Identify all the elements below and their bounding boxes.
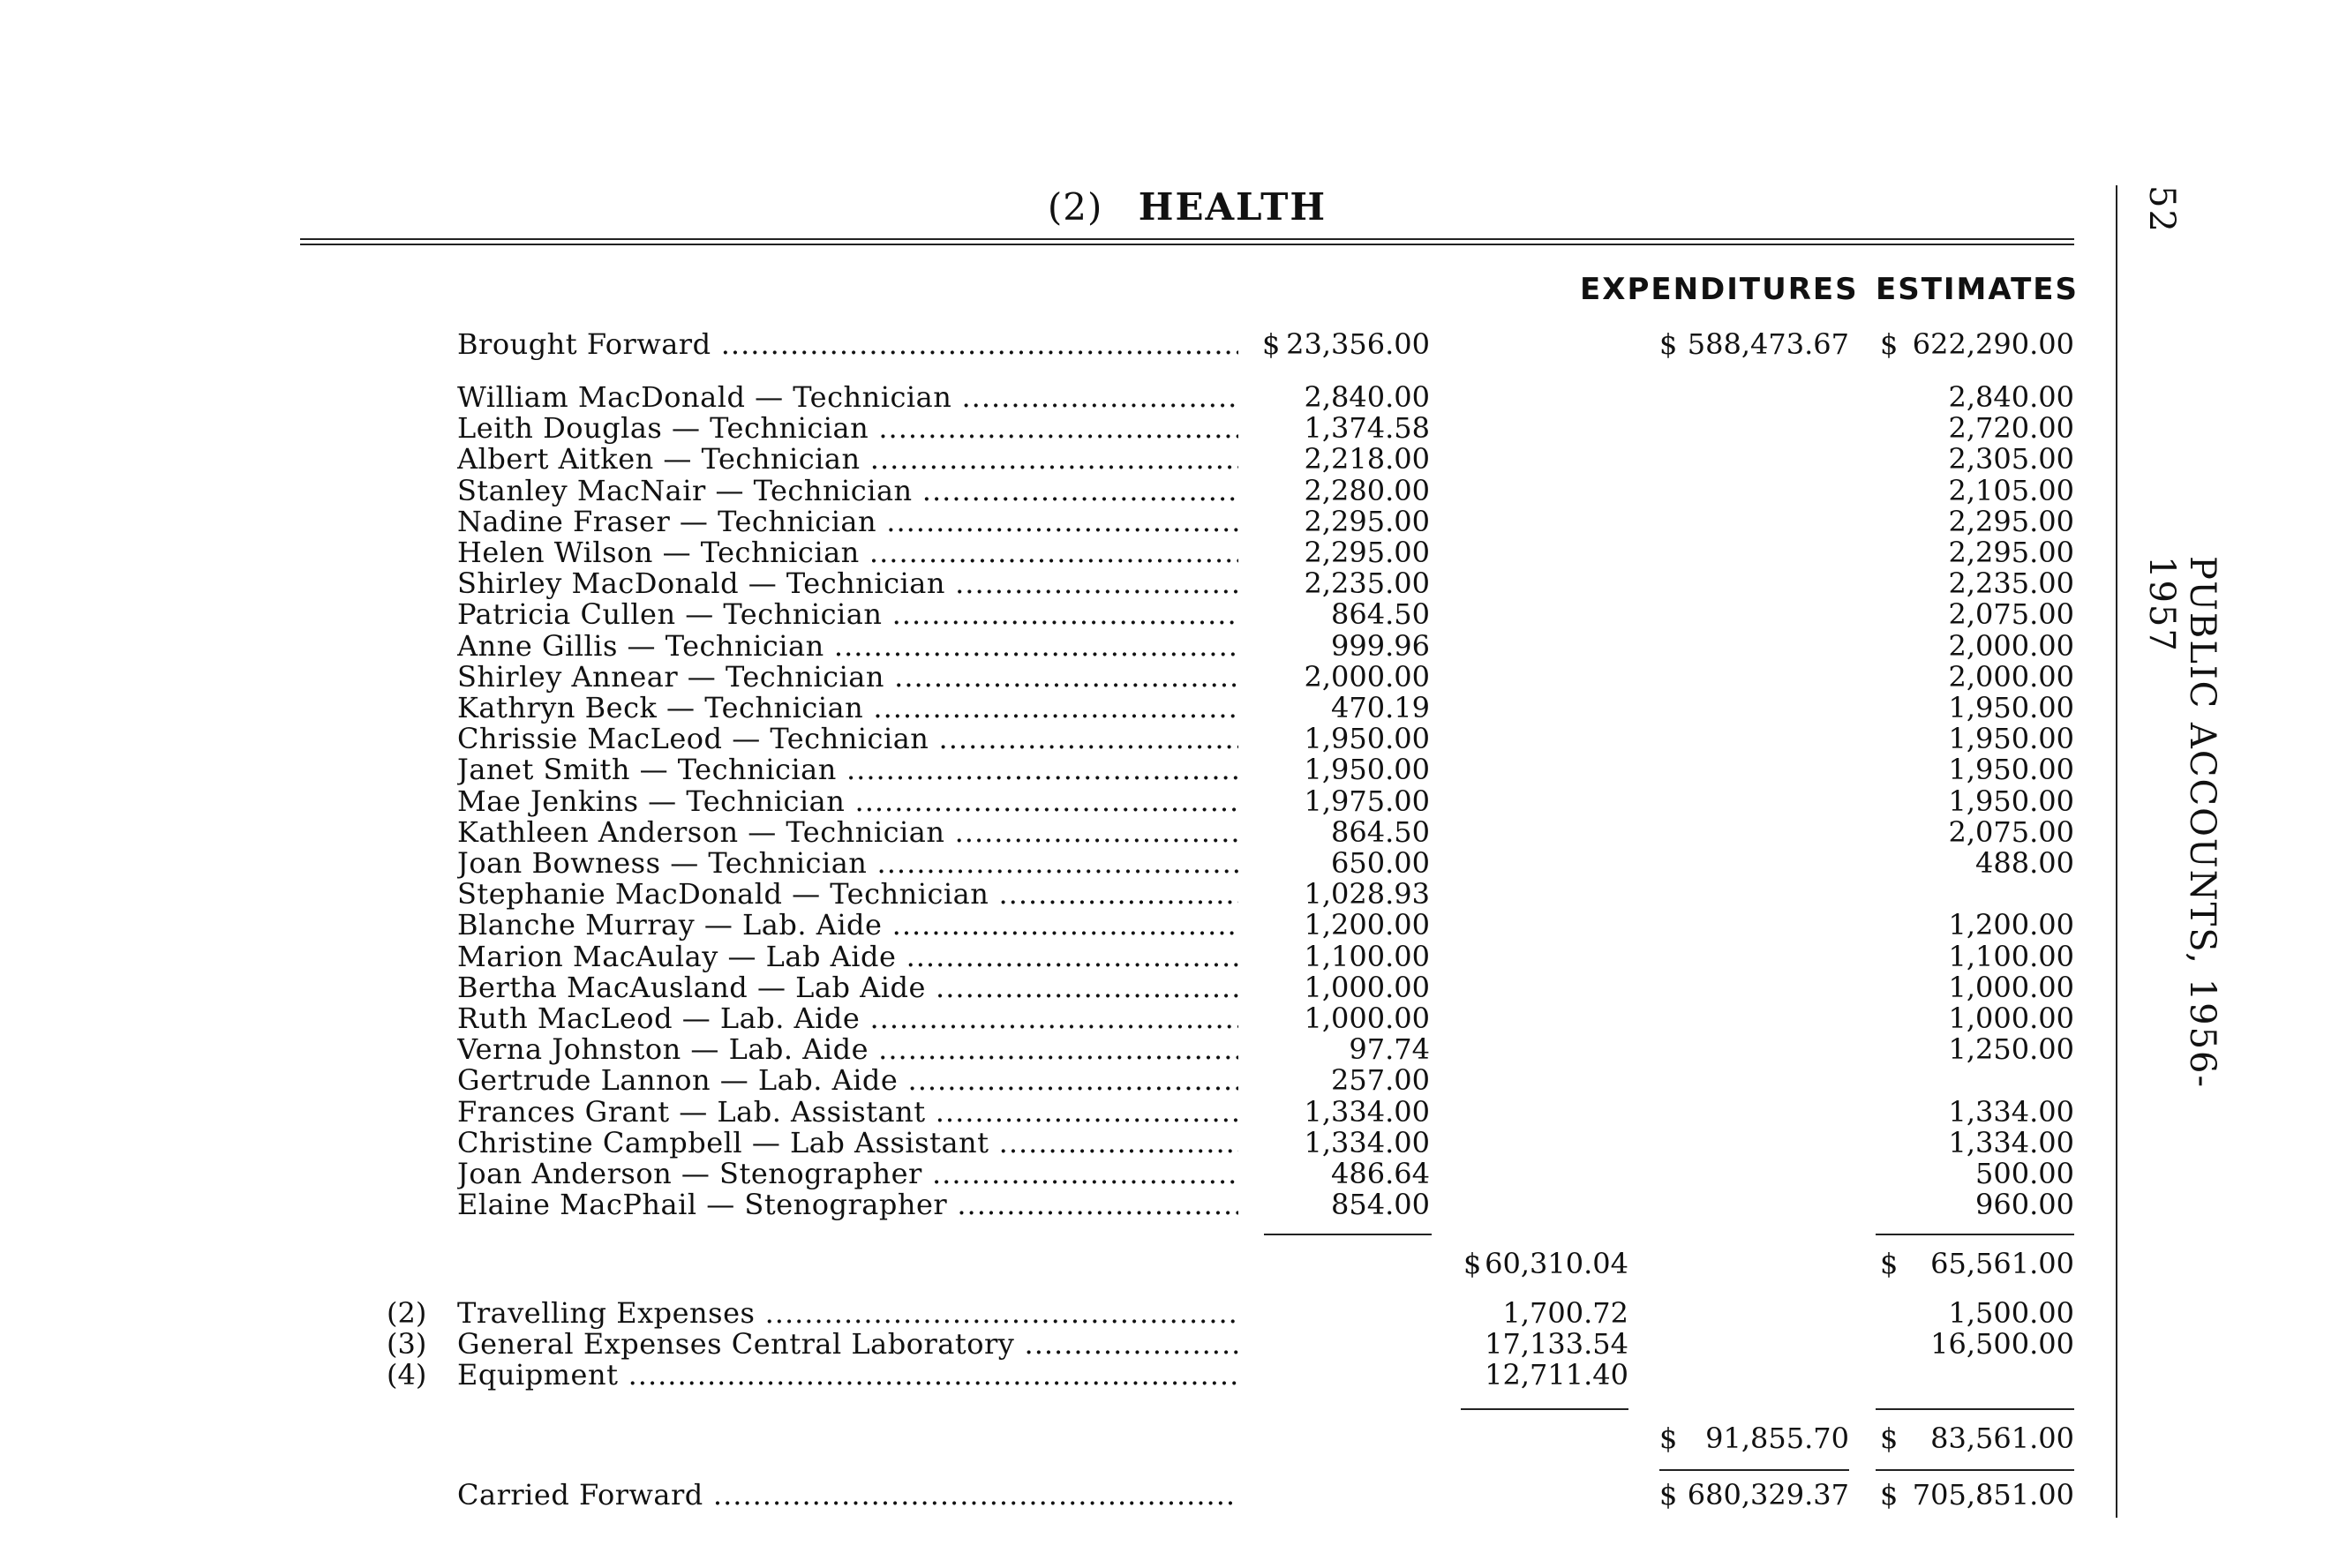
table-row [0, 443, 2118, 475]
row-estimate: 1,334.00 [1948, 1095, 2074, 1129]
row-amount: 97.74 [1349, 1032, 1430, 1066]
salaries-subtotal-row [0, 1248, 2118, 1279]
row-label: Joan Bowness — Technician ..... [457, 847, 1238, 879]
row-estimate: 1,000.00 [1948, 971, 2074, 1004]
table-row [0, 972, 2118, 1003]
table-row [0, 661, 2118, 693]
table-row [0, 475, 2118, 506]
table-row [0, 847, 2118, 879]
row-amount: 864.50 [1331, 815, 1430, 849]
total-rule [1461, 1408, 1628, 1410]
row-label: Blanche Murray — Lab. Aide ..... [457, 909, 1238, 941]
row-estimate: 1,100.00 [1948, 940, 2074, 973]
section-total-estimates: 83,561.00 [1930, 1422, 2074, 1455]
table-row [0, 598, 2118, 630]
table-row [0, 412, 2118, 444]
row-estimate: 2,000.00 [1948, 629, 2074, 663]
row-amount: 1,000.00 [1304, 971, 1430, 1004]
estimates-heading: ESTIMATES [1876, 272, 2079, 307]
row-label: Christine Campbell — Lab Assistant ..... [457, 1127, 1238, 1159]
row-amount: 486.64 [1331, 1157, 1430, 1190]
currency-symbol: $ [1659, 1478, 1678, 1512]
row-amount: 1,000.00 [1304, 1002, 1430, 1035]
table-row [0, 723, 2118, 754]
row-label: Albert Aitken — Technician ..... [457, 443, 1238, 475]
row-amount: 2,000.00 [1304, 660, 1430, 694]
row-label: Anne Gillis — Technician ..... [457, 630, 1238, 662]
row-amount: 1,950.00 [1304, 753, 1430, 786]
table-row [0, 567, 2118, 599]
row-estimate: 2,075.00 [1948, 815, 2074, 849]
row-estimate: 2,105.00 [1948, 474, 2074, 507]
salaries-subtotal: 60,310.04 [1485, 1247, 1628, 1280]
row-amount: 1,334.00 [1304, 1095, 1430, 1129]
row-label: Helen Wilson — Technician ..... [457, 536, 1238, 568]
row-label: Frances Grant — Lab. Assistant ..... [457, 1096, 1238, 1128]
row-amount: 2,235.00 [1304, 566, 1430, 600]
row-label: Equipment ..... [457, 1359, 1238, 1391]
row-label: Joan Anderson — Stenographer ..... [457, 1158, 1238, 1189]
brought-forward-estimates: 622,290.00 [1912, 327, 2074, 361]
row-amount: 854.00 [1331, 1188, 1430, 1221]
row-label: Kathryn Beck — Technician ..... [457, 692, 1238, 724]
row-estimate: 2,305.00 [1948, 442, 2074, 476]
table-row [0, 630, 2118, 662]
row-amount: 2,295.00 [1304, 536, 1430, 569]
row-amount: 257.00 [1331, 1063, 1430, 1097]
table-row [0, 1002, 2118, 1034]
table-row [0, 536, 2118, 568]
salaries-estimate: 65,561.00 [1930, 1247, 2074, 1280]
row-label: Shirley MacDonald — Technician ..... [457, 567, 1238, 599]
row-estimate: 2,840.00 [1948, 380, 2074, 414]
carried-forward-row [0, 1479, 2118, 1511]
row-label: Nadine Fraser — Technician ..... [457, 506, 1238, 537]
row-estimate: 1,000.00 [1948, 1002, 2074, 1035]
row-amount: 864.50 [1331, 597, 1430, 631]
currency-symbol: $ [1463, 1247, 1482, 1280]
brought-forward-expenditures: 588,473.67 [1687, 327, 1849, 361]
currency-symbol: $ [1659, 1422, 1678, 1455]
table-row [0, 1127, 2118, 1159]
carried-forward-estimates: 705,851.00 [1912, 1478, 2074, 1512]
table-row [0, 816, 2118, 848]
currency-symbol: $ [1880, 1247, 1899, 1280]
carried-forward-expenditures: 680,329.37 [1687, 1478, 1849, 1512]
row-estimate: 16,500.00 [1930, 1327, 2074, 1361]
table-row [0, 1359, 2118, 1391]
row-estimate: 2,720.00 [1948, 411, 2074, 445]
brought-forward-row [0, 328, 2118, 360]
row-amount: 2,295.00 [1304, 505, 1430, 538]
row-label: Travelling Expenses ..... [457, 1297, 1238, 1329]
row-amount: 2,218.00 [1304, 442, 1430, 476]
brought-forward-amount: 23,356.00 [1286, 327, 1430, 361]
table-row [0, 754, 2118, 785]
item-number: (3) [387, 1327, 427, 1361]
table-row [0, 1064, 2118, 1096]
table-row [0, 1158, 2118, 1189]
row-amount: 1,975.00 [1304, 784, 1430, 818]
row-estimate: 2,000.00 [1948, 660, 2074, 694]
row-estimate: 488.00 [1975, 846, 2074, 880]
row-label: Stephanie MacDonald — Technician ..... [457, 878, 1238, 910]
table-row [0, 1328, 2118, 1360]
row-subtotal: 1,700.72 [1502, 1296, 1628, 1330]
table-row [0, 692, 2118, 724]
row-label: Shirley Annear — Technician ..... [457, 661, 1238, 693]
table-row [0, 1189, 2118, 1220]
row-subtotal: 17,133.54 [1485, 1327, 1628, 1361]
table-row [0, 1033, 2118, 1065]
section-total-row [0, 1422, 2118, 1454]
page-number: 52 [2141, 185, 2182, 234]
row-estimate: 1,250.00 [1948, 1032, 2074, 1066]
side-running-head [2134, 185, 2222, 1156]
margin-rule [2116, 185, 2117, 1518]
row-label: Elaine MacPhail — Stenographer ..... [457, 1189, 1238, 1220]
row-label: Mae Jenkins — Technician ..... [457, 785, 1238, 817]
table-row [0, 785, 2118, 817]
row-estimate: 1,200.00 [1948, 908, 2074, 942]
row-estimate: 1,950.00 [1948, 784, 2074, 818]
row-estimate: 1,334.00 [1948, 1126, 2074, 1159]
row-label: General Expenses Central Laboratory ..... [457, 1328, 1238, 1360]
row-estimate: 1,950.00 [1948, 691, 2074, 724]
table-row [0, 381, 2118, 413]
brought-forward-label: Brought Forward ..... [457, 328, 1238, 360]
subtotal-rule [1264, 1234, 1432, 1235]
row-subtotal: 12,711.40 [1485, 1358, 1628, 1392]
row-amount: 1,100.00 [1304, 940, 1430, 973]
row-amount: 1,200.00 [1304, 908, 1430, 942]
section-number: (2) [1047, 185, 1103, 229]
row-amount: 650.00 [1331, 846, 1430, 880]
row-estimate: 2,295.00 [1948, 536, 2074, 569]
expenditures-heading: EXPENDITURES [1580, 272, 1859, 307]
table-row [0, 1096, 2118, 1128]
item-number: (2) [387, 1296, 427, 1330]
currency-symbol: $ [1880, 1478, 1899, 1512]
row-label: Stanley MacNair — Technician ..... [457, 475, 1238, 506]
currency-symbol: $ [1262, 327, 1281, 361]
row-estimate: 2,235.00 [1948, 566, 2074, 600]
row-estimate: 960.00 [1975, 1188, 2074, 1221]
row-label: Gertrude Lannon — Lab. Aide ..... [457, 1064, 1238, 1096]
currency-symbol: $ [1880, 327, 1899, 361]
table-row [0, 909, 2118, 941]
row-amount: 2,280.00 [1304, 474, 1430, 507]
row-label: Marion MacAulay — Lab Aide ..... [457, 941, 1238, 972]
item-number: (4) [387, 1358, 427, 1392]
total-rule [1876, 1408, 2074, 1410]
carried-forward-rule [1659, 1469, 1849, 1471]
row-label: Verna Johnston — Lab. Aide ..... [457, 1033, 1238, 1065]
running-title: PUBLIC ACCOUNTS, 1956-1957 [2141, 556, 2222, 1089]
row-label: Patricia Cullen — Technician ..... [457, 598, 1238, 630]
row-amount: 2,840.00 [1304, 380, 1430, 414]
row-label: Chrissie MacLeod — Technician ..... [457, 723, 1238, 754]
carried-forward-rule [1876, 1469, 2074, 1471]
row-estimate: 1,950.00 [1948, 753, 2074, 786]
row-label: Kathleen Anderson — Technician ..... [457, 816, 1238, 848]
row-amount: 470.19 [1331, 691, 1430, 724]
row-amount: 1,374.58 [1304, 411, 1430, 445]
table-row [0, 878, 2118, 910]
carried-forward-label: Carried Forward ..... [457, 1479, 1238, 1511]
row-label: Ruth MacLeod — Lab. Aide ..... [457, 1002, 1238, 1034]
row-label: William MacDonald — Technician ..... [457, 381, 1238, 413]
row-amount: 1,028.93 [1304, 877, 1430, 911]
row-label: Leith Douglas — Technician ..... [457, 412, 1238, 444]
row-estimate: 2,295.00 [1948, 505, 2074, 538]
row-amount: 1,334.00 [1304, 1126, 1430, 1159]
section-total-expenditures: 91,855.70 [1705, 1422, 1849, 1455]
row-amount: 1,950.00 [1304, 722, 1430, 755]
subtotal-rule [1876, 1234, 2074, 1235]
table-row [0, 1297, 2118, 1329]
row-estimate: 1,500.00 [1948, 1296, 2074, 1330]
table-row [0, 506, 2118, 537]
row-label: Bertha MacAusland — Lab Aide ..... [457, 972, 1238, 1003]
row-label: Janet Smith — Technician ..... [457, 754, 1238, 785]
section-title: HEALTH [1138, 185, 1327, 229]
row-estimate: 1,950.00 [1948, 722, 2074, 755]
row-amount: 999.96 [1331, 629, 1430, 663]
row-estimate: 2,075.00 [1948, 597, 2074, 631]
table-row [0, 941, 2118, 972]
row-estimate: 500.00 [1975, 1157, 2074, 1190]
currency-symbol: $ [1659, 327, 1678, 361]
currency-symbol: $ [1880, 1422, 1899, 1455]
